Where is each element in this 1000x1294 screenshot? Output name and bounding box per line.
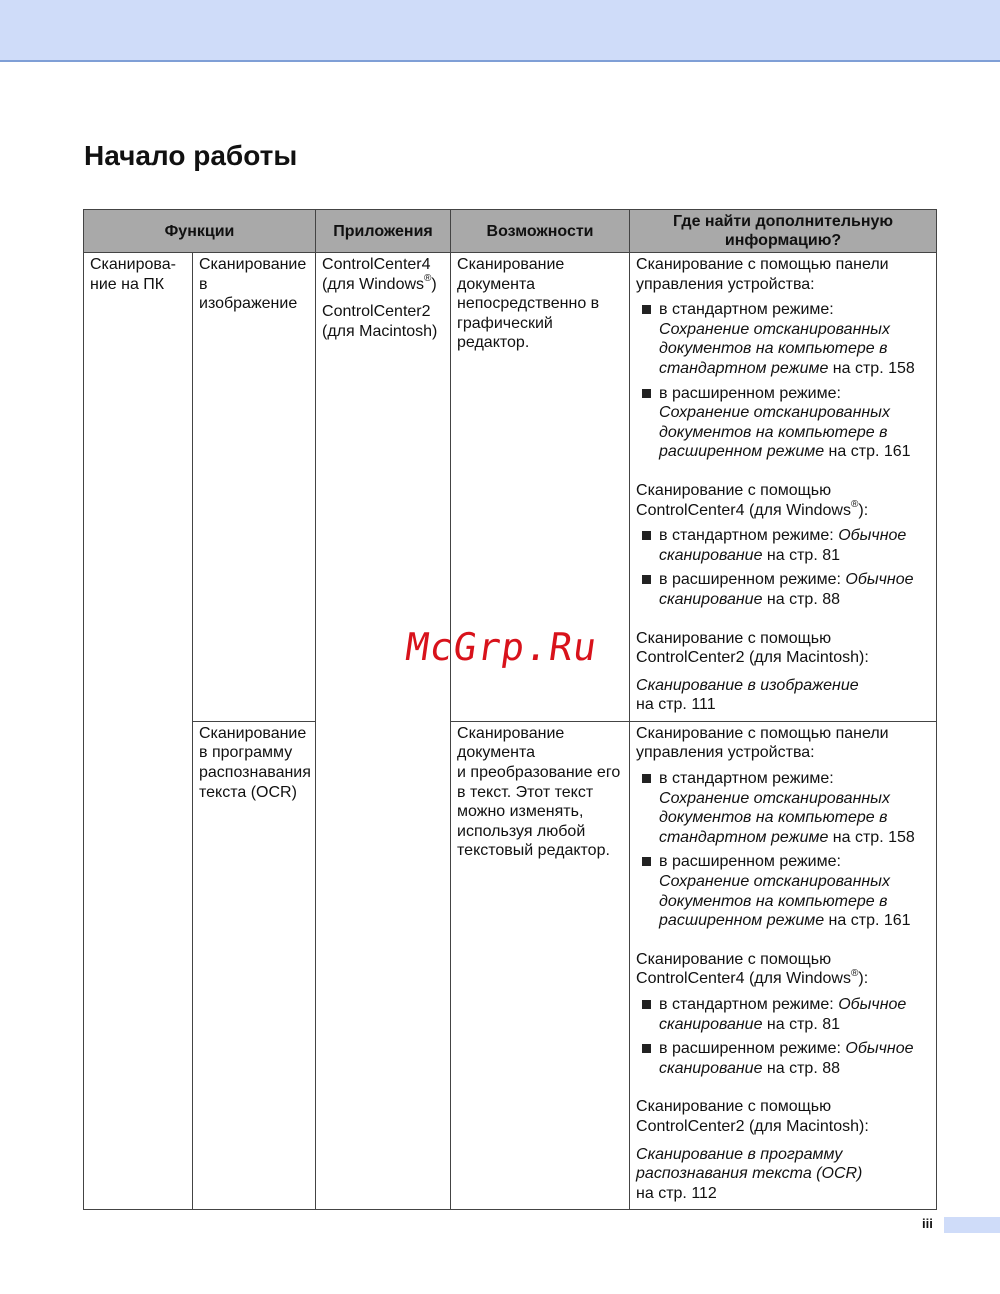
cc4-bullets [636,526,930,609]
cc2-section-title: Сканирование с помощью ControlCenter2 (для Macintosh): [636,629,869,667]
cc4-bullets [636,995,930,1078]
list-item: в стандартном режиме: Сохранение отсканированных документов на компьютере в стандартном режиме на стр. 158 [642,300,930,378]
function-text: Сканирова- ние на ПК [90,256,176,293]
subfunction-cell [193,721,316,1209]
reference-link[interactable]: Обычное сканирование [659,1040,914,1077]
app-controlcenter4 [322,255,444,294]
list-item: в расширенном режиме: Обычное сканирование на стр. 88 [642,1039,930,1078]
list-item: в стандартном режиме: Обычное сканирование на стр. 81 [642,995,930,1034]
reference-link[interactable]: Обычное сканирование [659,996,907,1033]
watermark: McGrp.Ru [402,625,601,669]
header-applications: Приложения [316,210,451,253]
page-reference: на стр. 112 [636,1184,717,1202]
reference-link[interactable]: Сохранение отсканированных документов на компьютере в расширенном режиме [659,873,890,930]
bullet-square-icon [642,1000,651,1009]
app-controlcenter2: ControlCenter2 (для Macintosh) [322,303,438,340]
capability-cell [451,721,630,1209]
header-more-info: Где найти дополнительную информацию? [630,210,937,253]
cc4-section-title: Сканирование с помощью ControlCenter4 (для Windows®): [636,950,869,988]
panel-section-title: Сканирование с помощью панели управления устройства: [636,256,889,293]
bullet-square-icon [642,575,651,584]
list-item: в расширенном режиме: Обычное сканирование на стр. 88 [642,570,930,609]
bullet-square-icon [642,389,651,398]
subfunction-cell [193,253,316,722]
capability-text: Сканирование документа непосредственно в графический редактор. [457,256,600,352]
capability-text: Сканирование документа и преобразование его в текст. Этот текст можно изменять, используя любой текстовый редактор. [457,724,621,860]
page-number: iii [922,1216,933,1231]
page-title: Начало работы [84,140,298,171]
bullet-square-icon [642,857,651,866]
list-item: в стандартном режиме: Сохранение отсканированных документов на компьютере в стандартном режиме на стр. 158 [642,769,930,847]
reference-link[interactable]: Сохранение отсканированных документов на компьютере в расширенном режиме [659,404,890,461]
page-reference: на стр. 111 [636,696,716,714]
panel-section-title: Сканирование с помощью панели управления устройства: [636,724,889,762]
list-item: в расширенном режиме: Сохранение отсканированных документов на компьютере в расширенном режиме на стр. 161 [642,852,930,930]
bullet-square-icon [642,1044,651,1053]
reference-link[interactable]: Сканирование в программу распознавания текста (OCR) [636,1145,863,1183]
reference-link[interactable]: Обычное сканирование [659,527,907,564]
info-cell [630,721,937,1209]
header-capabilities: Возможности [451,210,630,253]
features-table [83,209,937,1210]
bullet-square-icon [642,531,651,540]
reference-link[interactable]: Обычное сканирование [659,571,914,608]
page-tab-marker [944,1217,1000,1233]
info-cell [630,253,937,722]
panel-bullets [636,769,930,931]
app-cc4-close: ) [431,275,437,293]
applications-cell [316,253,451,1210]
list-item: в стандартном режиме: Обычное сканирование на стр. 81 [642,526,930,565]
panel-bullets [636,300,930,462]
header-functions: Функции [84,210,316,253]
table-row [84,721,937,1209]
registered-mark: ® [424,273,432,285]
reference-link[interactable]: Сохранение отсканированных документов на компьютере в стандартном режиме [659,320,890,377]
bullet-square-icon [642,305,651,314]
cc2-section-title: Сканирование с помощью ControlCenter2 (для Macintosh): [636,1098,869,1135]
bullet-square-icon [642,774,651,783]
reference-link[interactable]: Сохранение отсканированных документов на компьютере в стандартном режиме [659,789,890,846]
subfunction-text: Сканирование в изображение [199,256,307,313]
list-item: в расширенном режиме: Сохранение отсканированных документов на компьютере в расширенном режиме на стр. 161 [642,384,930,462]
header-band [0,0,1000,62]
table-header-row [84,210,937,253]
function-cell [84,253,193,1210]
cc4-section-title: Сканирование с помощью ControlCenter4 (для Windows®): [636,481,869,519]
app-cc4-text: ControlCenter4 (для Windows [322,256,431,293]
subfunction-text: Сканирование в программу распознавания текста (OCR) [199,724,311,801]
reference-link[interactable]: Сканирование в изображение [636,676,859,694]
